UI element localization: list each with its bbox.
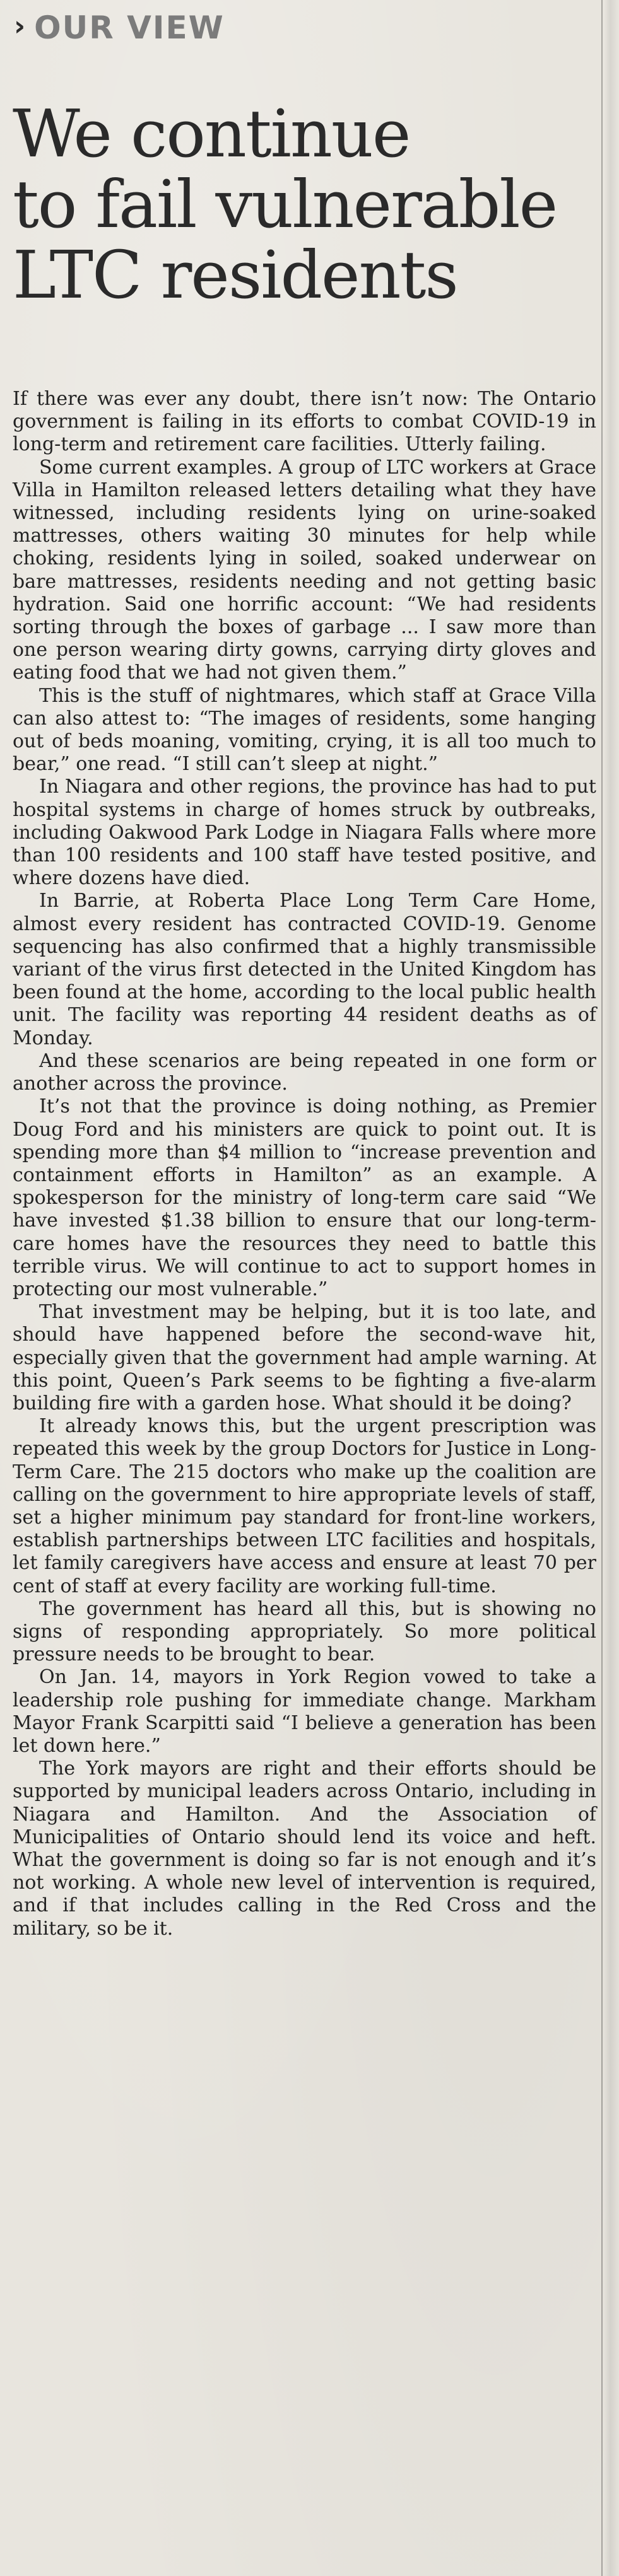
adjacent-column-bleed xyxy=(604,0,619,2576)
paragraph-7: It’s not that the province is doing nothing, as Premier Doug Ford and his ministers are quick to point out. It is spending more than $4 million to “increase prevention and containment efforts in Hamilton” as an example. A spokesperson for the ministry of long-term care said “We have invested $1.38 billion to ensure that our long-term-care homes have the resources they need to battle this terrible virus. We will continue to act to support homes in protecting our most vulnerable.” xyxy=(13,1095,596,1300)
column-edge xyxy=(601,0,603,2576)
paragraph-3: This is the stuff of nightmares, which staff at Grace Villa can also attest to: “The images of residents, some hanging out of beds moaning, vomiting, crying, it is all too much to bear,” one read. “I still can’t sleep at night.” xyxy=(13,684,596,776)
chevron-right-icon: › xyxy=(14,10,26,42)
paragraph-11: On Jan. 14, mayors in York Region vowed to take a leadership role pushing for immediate change. Markham Mayor Frank Scarpitti said “I believe a generation has been let down here.” xyxy=(13,1666,596,1757)
article-body xyxy=(13,388,596,1940)
headline xyxy=(13,95,599,313)
section-label: OUR VIEW xyxy=(34,9,225,46)
paragraph-1: If there was ever any doubt, there isn’t now: The Ontario government is failing in its efforts to combat COVID-19 in long-term and retirement care facilities. Utterly failing. xyxy=(13,388,596,456)
section-kicker xyxy=(14,9,225,47)
headline-line-3: LTC residents xyxy=(13,236,457,313)
paragraph-8: That investment may be helping, but it is too late, and should have happened before the second-wave hit, especially given that the government had ample warning. At this point, Queen’s Park seems to be fighting a five-alarm building fire with a garden hose. What should it be doing? xyxy=(13,1301,596,1414)
paragraph-10: The government has heard all this, but is showing no signs of responding appropriately. So more political pressure needs to be brought to bear. xyxy=(13,1597,596,1666)
paragraph-4: In Niagara and other regions, the province has had to put hospital systems in charge of homes struck by outbreaks, including Oakwood Park Lodge in Niagara Falls where more than 100 residents and 100 staff have tested positive, and where dozens have died. xyxy=(13,776,596,890)
paragraph-6: And these scenarios are being repeated in one form or another across the province. xyxy=(13,1049,596,1095)
headline-line-2: to fail vulnerable xyxy=(13,165,557,243)
paragraph-9: It already knows this, but the urgent prescription was repeated this week by the group Doctors for Justice in Long-Term Care. The 215 doctors who make up the coalition are calling on the government to hire appropriate levels of staff, set a higher minimum pay standard for front-line workers, establish partnerships between LTC facilities and hospitals, let family caregivers have access and ensure at least 70 per cent of staff at every facility are working full-time. xyxy=(13,1415,596,1597)
paragraph-12: The York mayors are right and their efforts should be supported by municipal leaders across Ontario, including in Niagara and Hamilton. And the Association of Municipalities of Ontario should lend its voice and heft. What the government is doing so far is not enough and it’s not working. A whole new level of intervention is required, and if that includes calling in the Red Cross and the military, so be it. xyxy=(13,1757,596,1940)
headline-line-1: We continue xyxy=(13,95,410,172)
paragraph-5: In Barrie, at Roberta Place Long Term Care Home, almost every resident has contracted COVID-19. Genome sequencing has also confirmed that a highly transmissible variant of the virus first detected in the United Kingdom has been found at the home, according to the local public health unit. The facility was reporting 44 resident deaths as of Monday. xyxy=(13,890,596,1049)
paragraph-2: Some current examples. A group of LTC workers at Grace Villa in Hamilton released letters detailing what they have witnessed, including residents lying on urine-soaked mattresses, others waiting 30 minutes for help while choking, residents lying in soiled, soaked underwear on bare mattresses, residents needing and not getting basic hydration. Said one horrific account: “We had residents sorting through the boxes of garbage ... I saw more than one person wearing dirty gowns, carrying dirty gloves and eating food that we had not given them.” xyxy=(13,456,596,684)
